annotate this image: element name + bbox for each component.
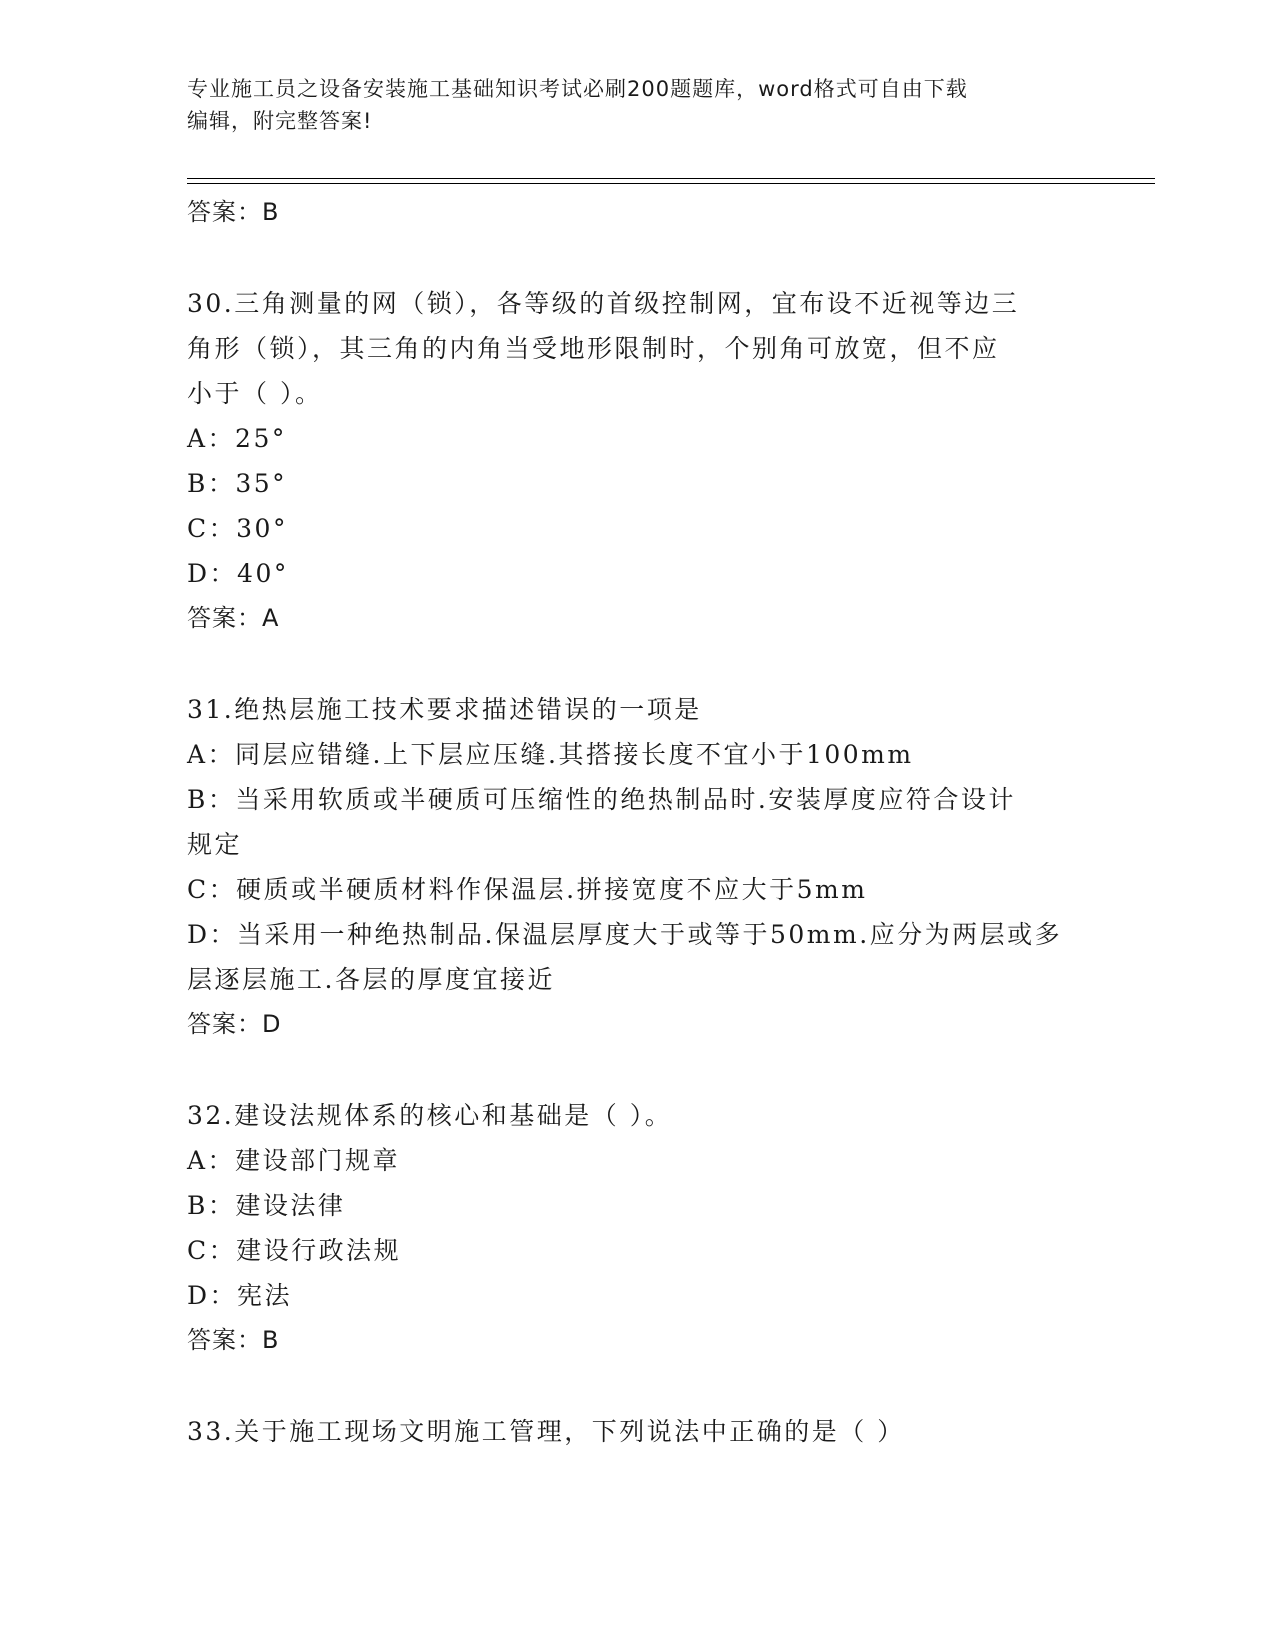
question-block	[187, 1093, 1087, 1362]
answer-line: 答案：A	[187, 604, 280, 632]
option-line: D：当采用一种绝热制品.保温层厚度大于或等于50mm.应分为两层或多	[187, 920, 1063, 949]
question-stem-line: 31.绝热层施工技术要求描述错误的一项是	[187, 695, 702, 724]
option-line: D：宪法	[187, 1281, 293, 1310]
document-header	[187, 73, 1067, 137]
option-line: B：建设法律	[187, 1191, 346, 1220]
option-line: C：30°	[187, 514, 288, 543]
question-block	[187, 281, 1087, 640]
answer-line: 答案：B	[187, 1326, 280, 1354]
option-line: B：当采用软质或半硬质可压缩性的绝热制品时.安装厚度应符合设计	[187, 785, 1016, 814]
option-line: C：建设行政法规	[187, 1236, 402, 1265]
option-line: B：35°	[187, 469, 288, 498]
option-line: A：同层应错缝.上下层应压缝.其搭接长度不宜小于100mm	[187, 740, 914, 769]
answer-line: 答案：B	[187, 198, 280, 226]
option-line: D：40°	[187, 559, 289, 588]
question-stem-line: 30.三角测量的网（锁），各等级的首级控制网，宜布设不近视等边三	[187, 289, 1020, 318]
question-stem-line: 33.关于施工现场文明施工管理，下列说法中正确的是（ ）	[187, 1417, 905, 1446]
option-line: A：25°	[187, 424, 287, 453]
answer-line: 答案：D	[187, 1010, 282, 1038]
header-title-line-1: 专业施工员之设备安装施工基础知识考试必刷200题题库，word格式可自由下载	[187, 77, 968, 101]
question-block	[187, 1409, 1087, 1454]
question-block	[187, 687, 1087, 1046]
option-line: C：硬质或半硬质材料作保温层.拼接宽度不应大于5mm	[187, 875, 868, 904]
option-line: 规定	[187, 830, 243, 859]
question-stem-line: 角形（锁），其三角的内角当受地形限制时，个别角可放宽，但不应	[187, 334, 1000, 363]
option-line: 层逐层施工.各层的厚度宜接近	[187, 965, 555, 994]
option-line: A：建设部门规章	[187, 1146, 401, 1175]
header-title-line-2: 编辑，附完整答案!	[187, 109, 373, 133]
question-list	[187, 190, 1087, 1454]
header-rule-top	[187, 178, 1155, 179]
header-rule-bottom	[187, 183, 1155, 184]
question-stem-line: 32.建设法规体系的核心和基础是（ ）。	[187, 1101, 673, 1130]
question-stem-line: 小于（ ）。	[187, 379, 323, 408]
